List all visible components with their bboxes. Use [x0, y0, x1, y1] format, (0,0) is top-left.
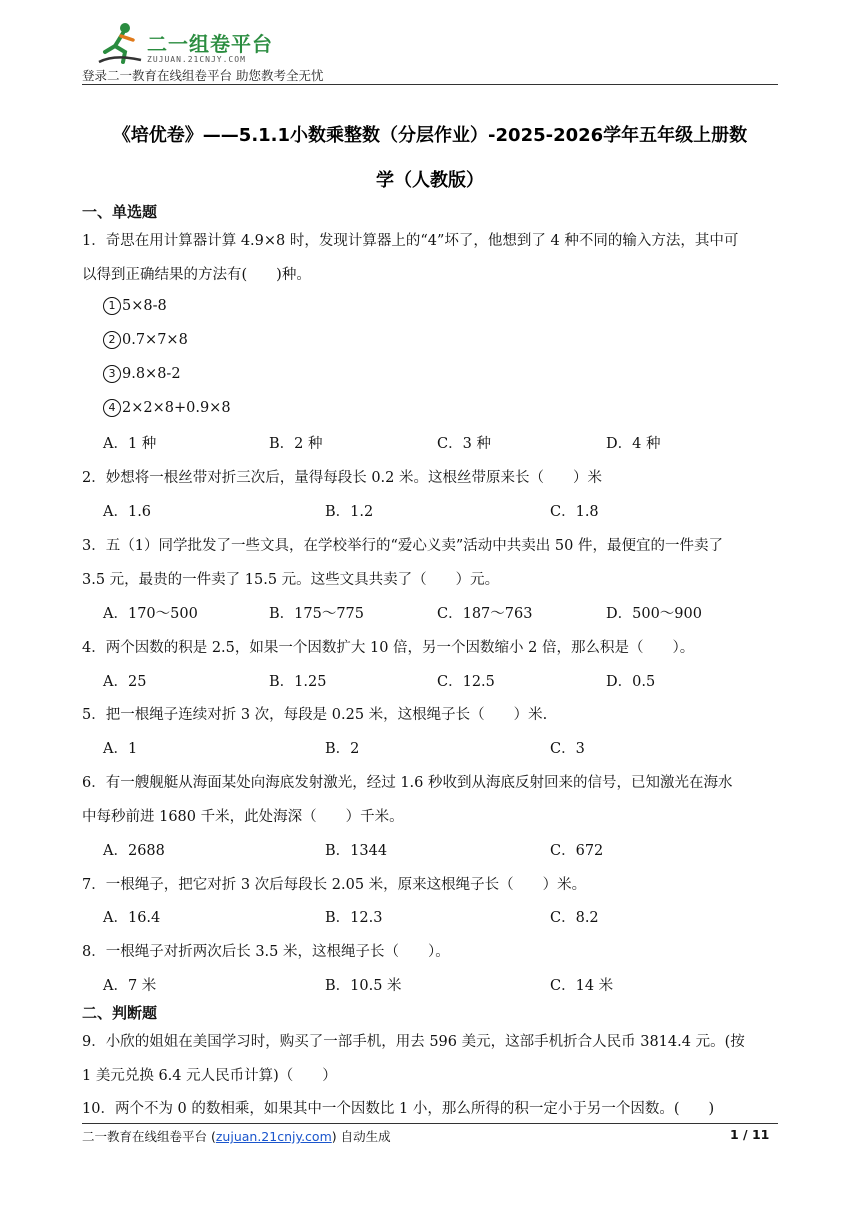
footer-link[interactable]: zujuan.21cnjy.com — [215, 1129, 332, 1144]
question-1-line1: 1．奇思在用计算器计算 4.9×8 时，发现计算器上的“4”坏了，他想到了 4 种不同的输入方法，其中可 — [82, 233, 739, 249]
site-logo — [95, 22, 275, 68]
footer-suffix: ) 自动生成 — [331, 1129, 391, 1144]
q5-option-b: B．2 — [325, 741, 360, 757]
question-2-line1: 2．妙想将一根丝带对折三次后，量得每段长 0.2 米。这根丝带原来长（ ）米 — [82, 470, 603, 486]
method-item — [103, 297, 167, 315]
q2-option-c: C．1.8 — [550, 504, 599, 520]
section-heading-single-choice: 一、单选题 — [82, 203, 158, 221]
q6-option-a: A．2688 — [103, 843, 165, 859]
question-9-line2: 1 美元兑换 6.4 元人民币计算)（ ） — [82, 1068, 337, 1084]
circled-number: 4 — [103, 399, 121, 417]
question-5-line1: 5．把一根绳子连续对折 3 次，每段是 0.25 米，这根绳子长（ ）米. — [82, 707, 548, 723]
q7-option-a: A．16.4 — [103, 910, 161, 926]
q3-option-b: B．175～775 — [269, 606, 365, 622]
footer-text — [82, 1127, 391, 1145]
question-6-line1: 6．有一艘舰艇从海面某处向海底发射激光，经过 1.6 秒收到从海底反射回来的信号，已知激光在海水 — [82, 775, 733, 791]
footer-prefix: 二一教育在线组卷平台 ( — [82, 1129, 216, 1144]
q8-option-a: A．7 米 — [103, 978, 157, 994]
logo-text: 二一组卷平台 — [147, 32, 273, 56]
q1-option-a: A．1 种 — [103, 436, 157, 452]
q3-option-d: D．500～900 — [606, 606, 702, 622]
q1-option-b: B．2 种 — [269, 436, 323, 452]
header-tagline: 登录二一教育在线组卷平台 助您教考全无忧 — [82, 68, 324, 83]
method-text: 0.7×7×8 — [122, 332, 188, 348]
method-text: 9.8×8-2 — [122, 366, 181, 382]
q3-option-a: A．170～500 — [103, 606, 198, 622]
question-3-line1: 3．五（1）同学批发了一些文具，在学校举行的“爱心义卖”活动中共卖出 50 件，最便宜的一件卖了 — [82, 538, 723, 554]
q5-option-c: C．3 — [550, 741, 585, 757]
question-6-line2: 中每秒前进 1680 千米，此处海深（ ）千米。 — [82, 809, 404, 825]
question-4-line1: 4．两个因数的积是 2.5，如果一个因数扩大 10 倍，另一个因数缩小 2 倍，那么积是（ ）。 — [82, 640, 695, 656]
q3-option-c: C．187～763 — [437, 606, 533, 622]
q6-option-b: B．1344 — [325, 843, 388, 859]
q2-option-b: B．1.2 — [325, 504, 374, 520]
document-title-line2: 学（人教版） — [376, 170, 484, 191]
q4-option-a: A．25 — [103, 674, 147, 690]
q6-option-c: C．672 — [550, 843, 604, 859]
circled-number: 1 — [103, 297, 121, 315]
circled-number: 2 — [103, 331, 121, 349]
footer-divider — [82, 1123, 778, 1124]
header-divider — [82, 84, 778, 85]
section-heading-true-false: 二、判断题 — [82, 1004, 158, 1022]
question-9-line1: 9．小欣的姐姐在美国学习时，购买了一部手机，用去 596 美元，这部手机折合人民币 3814.4 元。(按 — [82, 1034, 745, 1050]
method-text: 2×2×8+0.9×8 — [122, 400, 231, 416]
q1-option-d: D．4 种 — [606, 436, 661, 452]
question-1-line2: 以得到正确结果的方法有( )种。 — [82, 267, 311, 283]
method-text: 5×8-8 — [122, 298, 167, 314]
method-item — [103, 365, 181, 383]
method-item — [103, 331, 188, 349]
method-item — [103, 399, 231, 417]
q1-option-c: C．3 种 — [437, 436, 491, 452]
runner-icon — [95, 22, 145, 66]
q7-option-b: B．12.3 — [325, 910, 383, 926]
q7-option-c: C．8.2 — [550, 910, 599, 926]
logo-subtext: ZUJUAN.21CNJY.COM — [147, 55, 246, 64]
q2-option-a: A．1.6 — [103, 504, 152, 520]
question-8-line1: 8．一根绳子对折两次后长 3.5 米，这根绳子长（ ）。 — [82, 944, 450, 960]
q8-option-b: B．10.5 米 — [325, 978, 402, 994]
q4-option-b: B．1.25 — [269, 674, 327, 690]
q5-option-a: A．1 — [103, 741, 138, 757]
question-3-line2: 3.5 元，最贵的一件卖了 15.5 元。这些文具共卖了（ ）元。 — [82, 572, 500, 588]
question-10-line1: 10．两个不为 0 的数相乘，如果其中一个因数比 1 小，那么所得的积一定小于另一个因数。( ) — [82, 1101, 715, 1117]
circled-number: 3 — [103, 365, 121, 383]
q8-option-c: C．14 米 — [550, 978, 614, 994]
q4-option-d: D．0.5 — [606, 674, 656, 690]
q4-option-c: C．12.5 — [437, 674, 495, 690]
document-title-line1: 《培优卷》——5.1.1小数乘整数（分层作业）-2025-2026学年五年级上册数 — [112, 125, 748, 146]
question-7-line1: 7．一根绳子，把它对折 3 次后每段长 2.05 米，原来这根绳子长（ ）米。 — [82, 877, 587, 893]
page-number: 1 / 11 — [730, 1127, 770, 1142]
